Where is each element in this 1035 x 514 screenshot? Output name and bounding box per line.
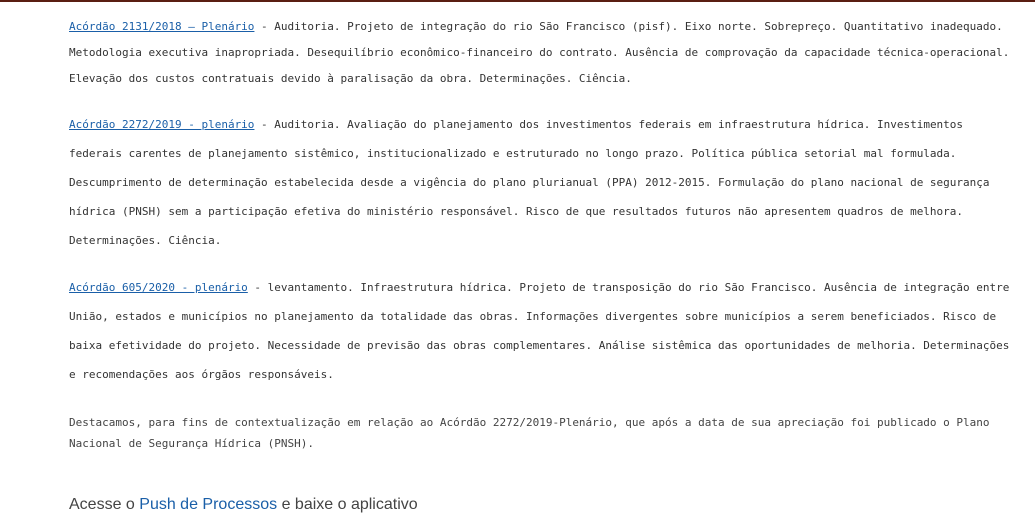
acordao-605-2020-link[interactable]: Acórdão 605/2020 - plenário (69, 281, 248, 294)
cta-suffix: e baixe o aplicativo (277, 496, 418, 513)
entry-2131-2018 (69, 14, 1019, 92)
entry-605-2020 (69, 273, 1019, 389)
acordao-2131-2018-link[interactable]: Acórdão 2131/2018 – Plenário (69, 20, 255, 33)
entry-605-2020-text: - levantamento. Infraestrutura hídrica. Projeto de transposição do rio São Francisco. Ausência de integração entre União, estados e municípios no planejamento da totalidade das obras. Informações divergentes sobre municípios a serem beneficiados. Risco de baixa efetividade do projeto. Necessidade de previsão das obras complementares. Análise sistêmica das oportunidades de melhoria. Determinações e recomendações aos órgãos responsáveis. (69, 281, 1010, 381)
context-note: Destacamos, para fins de contextualização em relação ao Acórdão 2272/2019-Plenário, que após a data de sua apreciação foi publicado o Plano Nacional de Segurança Hídrica (PNSH). (69, 416, 990, 450)
cta-prefix: Acesse o (69, 496, 140, 513)
entry-2131-2018-text: - Auditoria. Projeto de integração do rio São Francisco (pisf). Eixo norte. Sobrepreço. Quantitativo inadequado. Metodologia executiva inapropriada. Desequilíbrio econômico-financeiro do contrato. Ausência de comprovação da capacidade técnica-operacional. Elevação dos custos contratuais devido à paralisação da obra. Determinações. Ciência. (69, 20, 1010, 85)
top-border (0, 0, 1035, 2)
article-body (69, 14, 1019, 454)
entry-2272-2019 (69, 110, 1019, 255)
app-cta (69, 496, 418, 514)
entry-2272-2019-text: - Auditoria. Avaliação do planejamento dos investimentos federais em infraestrutura hídrica. Investimentos federais carentes de planejamento sistêmico, institucionalizado e estruturado no longo prazo. Política pública setorial mal formulada. Descumprimento de determinação estabelecida desde a vigência do plano plurianual (PPA) 2012-2015. Formulação do plano nacional de segurança hídrica (PNSH) sem a participação efetiva do ministério responsável. Risco de que resultados futuros não apresentem quadros de melhora. Determinações. Ciência. (69, 118, 990, 247)
push-de-processos-link[interactable]: Push de Processos (139, 496, 278, 513)
acordao-2272-2019-link[interactable]: Acórdão 2272/2019 - plenário (69, 118, 255, 131)
